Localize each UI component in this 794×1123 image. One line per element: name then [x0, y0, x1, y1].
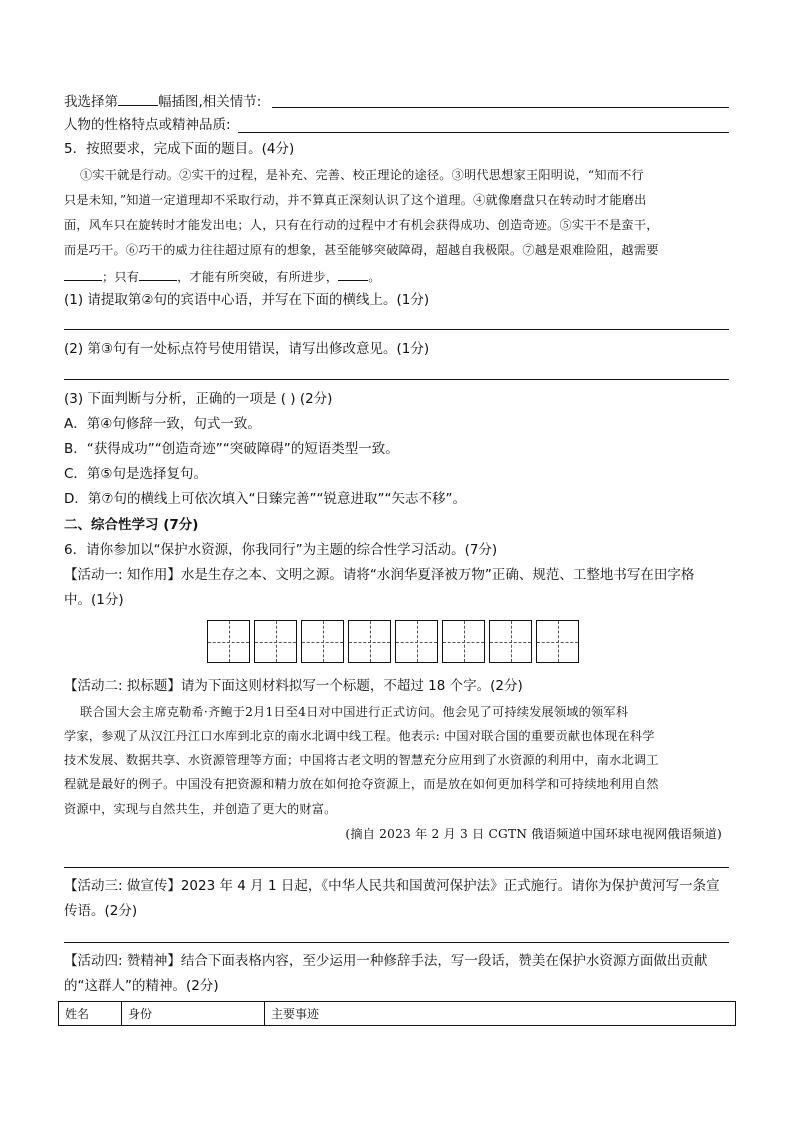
choose-prefix: 我选择第	[64, 94, 118, 110]
tianzi-cell[interactable]	[254, 620, 297, 663]
q6-title: 6．请你参加以“保护水资源，你我同行”为主题的综合性学习活动。(7分)	[64, 542, 498, 558]
choose-suffix: 幅插图,相关情节:	[158, 94, 262, 110]
option-d[interactable]: D．第⑦句的横线上可依次填入“日臻完善”“锐意进取”“矢志不移”。	[64, 491, 466, 507]
trait-label: 人物的性格特点或精神品质:	[64, 117, 231, 133]
tianzi-cell[interactable]	[207, 620, 250, 663]
tianzi-cell[interactable]	[536, 620, 579, 663]
activity1-line1: 【活动一: 知作用】水是生存之本、文明之源。请将“水润华夏泽被万物”正确、规范、工整地书写在田字格	[64, 567, 695, 583]
section2-heading: 二、综合性学习 (7分)	[64, 517, 199, 533]
plot-answer-blank[interactable]	[272, 106, 729, 108]
material-line: 技术发展、数据共享、水资源管理等方面；中国将古老文明的智慧充分应用到了水资源的利用中，南水北调工	[64, 753, 659, 767]
header-name: 姓名	[59, 1002, 122, 1026]
q5-title: 5．按照要求，完成下面的题目。(4分)	[64, 141, 295, 157]
material-line: 学家，参观了从汉江丹江口水库到北京的南水北调中线工程。他表示: 中国对联合国的重要贡献也体现在科学	[64, 729, 655, 743]
q5-passage-last-line	[64, 266, 381, 286]
q5-passage-line: 而是巧干。⑥巧干的威力往往超过原有的想象，甚至能够突破障碍，超越自我极限。⑦越是艰难险阻，越需要	[64, 243, 659, 257]
activity4-line2: 的“这群人”的精神。(2分)	[64, 978, 219, 994]
table-header-row	[59, 1002, 736, 1026]
material-line: 程就是最好的例子。中国没有把资源和精力放在如何抢夺资源上，而是放在如何更加科学和可持续地利用自然	[64, 777, 659, 791]
option-c[interactable]: C．第⑤句是选择复句。	[64, 466, 208, 482]
header-deeds: 主要事迹	[265, 1002, 736, 1026]
picture-number-blank[interactable]	[118, 91, 158, 106]
material-source: (摘自 2023 年 2 月 3 日 CGTN 俄语频道中国环球电视网俄语频道)	[345, 827, 722, 841]
blank-2[interactable]	[139, 266, 177, 281]
header-identity: 身份	[122, 1002, 265, 1026]
activity3-line1: 【活动三: 做宣传】2023 年 4 月 1 日起，《中华人民共和国黄河保护法》正式施行。请你为保护黄河写一条宣	[64, 878, 720, 894]
activity4-line1: 【活动四: 赞精神】结合下面表格内容，至少运用一种修辞手法，写一段话，赞美在保护水资源方面做出贡献	[64, 953, 708, 969]
blank-1[interactable]	[64, 266, 102, 281]
tianzi-cell[interactable]	[442, 620, 485, 663]
sub1-answer-line[interactable]	[64, 329, 729, 330]
activity1-line2: 中。(1分)	[64, 592, 124, 608]
tianzi-cell[interactable]	[301, 620, 344, 663]
material-line: 资源中，实现与自然共生，并创造了更大的财富。	[64, 802, 337, 816]
tianzi-cell[interactable]	[395, 620, 438, 663]
last-line-part2: ，才能有所突破，有所进步，	[177, 270, 339, 284]
last-line-part3: 。	[368, 270, 381, 284]
q5-passage-line: 只是未知，”知道一定道理却不采取行动，并不算真正深刻认识了这个道理。④就像磨盘只在转动时才能磨出	[64, 193, 647, 207]
trait-answer-blank[interactable]	[238, 131, 729, 133]
heroes-table	[58, 1001, 736, 1026]
q5-sub1: (1) 请提取第②句的宾语中心语，并写在下面的横线上。(1分)	[64, 292, 430, 308]
tianzi-grid	[207, 620, 583, 663]
option-b[interactable]: B．“获得成功”“创造奇迹”“突破障碍”的短语类型一致。	[64, 441, 399, 457]
last-line-part1: ；只有	[102, 270, 140, 284]
tianzi-cell[interactable]	[348, 620, 391, 663]
material-line: 联合国大会主席克勒希·齐鲍于2月1日至4日对中国进行正式访问。他会见了可持续发展领域的领军科	[80, 705, 629, 719]
slogan-answer-line[interactable]	[64, 942, 729, 943]
sub2-answer-line[interactable]	[64, 379, 729, 380]
activity3-line2: 传语。(2分)	[64, 903, 138, 919]
option-a[interactable]: A．第④句修辞一致，句式一致。	[64, 416, 261, 432]
choose-picture-line	[64, 91, 261, 111]
blank-3[interactable]	[338, 266, 368, 281]
q5-passage-line: 面，风车只在旋转时才能发出电；人，只有在行动的过程中才有机会获得成功、创造奇迹。⑤实干不是蛮干，	[64, 218, 659, 232]
activity2-title: 【活动二: 拟标题】请为下面这则材料拟写一个标题，不超过 18 个字。(2分)	[64, 678, 523, 694]
q5-sub2: (2) 第③句有一处标点符号使用错误，请写出修改意见。(1分)	[64, 341, 430, 357]
q5-passage-line: ①实干就是行动。②实干的过程，是补充、完善、校正理论的途径。③明代思想家王阳明说，“知而不行	[80, 168, 644, 182]
q5-sub3: (3) 下面判断与分析，正确的一项是 ( ) (2分)	[64, 391, 333, 407]
title-answer-line[interactable]	[64, 867, 729, 868]
tianzi-cell[interactable]	[489, 620, 532, 663]
